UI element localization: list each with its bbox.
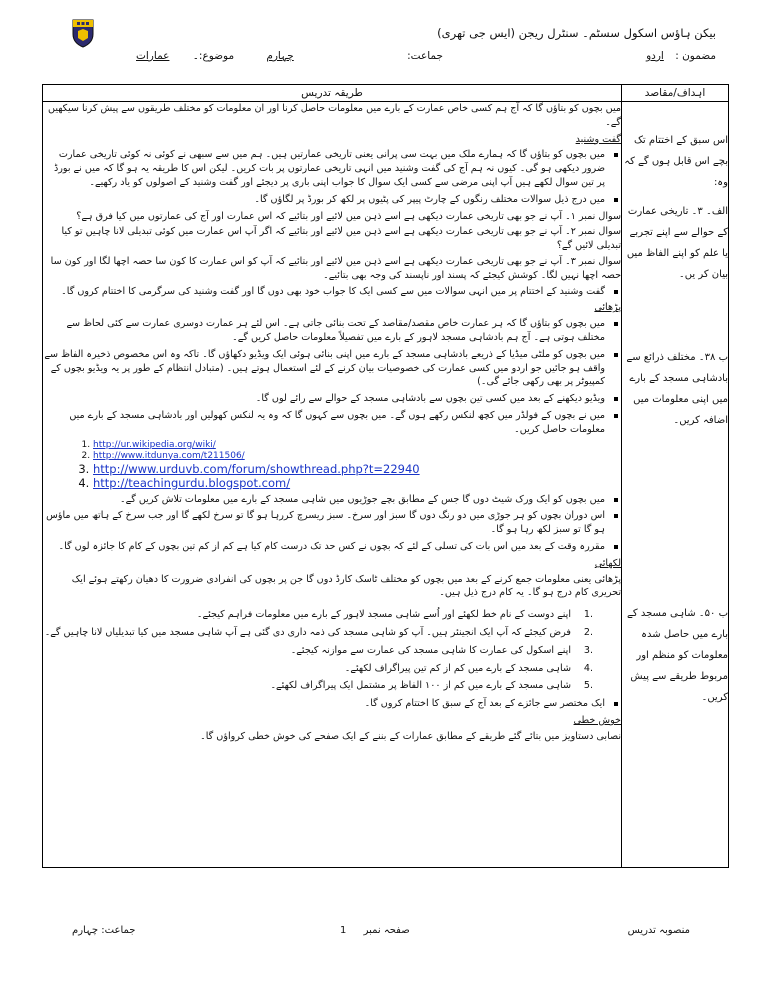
- heading-parhai: پڑھائی: [594, 302, 621, 314]
- objective-alif: الف۔ ۳۔ تاریخی عمارت کے حوالے سے اپنے تجربے یا علم کو اپنے الفاظ میں بیان کر یں۔: [626, 206, 728, 280]
- footer-plan-title: منصوبہ تدریس: [627, 925, 690, 936]
- list-item: میں بچوں کو بتاؤں گا کہ ہر عمارت خاص مقصد/مقاصد کے تحت بنائی جاتی ہے۔ اس لئے ہر عمارت دوسری عمارت سے کئی لحاظ سے مختلف ہوتی ہے۔ آج ہم بادشاہی مسجد لاہور کے بارے میں تفصیلاً معلومات حاصل کریں گے۔: [43, 317, 605, 345]
- list-item: میں بچوں کو ایک ورک شیٹ دوں گا جس کے مطابق بچے جوڑیوں میں شاہی مسجد کے بارے میں معلومات تلاش کریں گے۔: [43, 493, 605, 507]
- link-urduvb[interactable]: http://www.urduvb.com/forum/showthread.php?t=22940: [93, 461, 420, 476]
- subject-line: [646, 50, 716, 62]
- task-item: .2فرض کیجئے کہ آپ ایک انجینئر ہیں۔ آپ کو شاہی مسجد کی ذمہ داری دی گئی ہے آپ شاہی مسجد میں کیا تبدیلیاں لانا چاہیں گے۔: [44, 626, 593, 638]
- topic-value: عمارات: [136, 50, 170, 62]
- writing-intro: پڑھائی یعنی معلومات جمع کرنے کے بعد میں بچوں کو مختلف ٹاسک کارڈ دوں گا جن پر بچوں کی انفرادی ضرورت کا دھیان رکھتے ہوئے ایک تحریری کام درج ہو گا۔ یہ کام درج ذیل ہیں۔: [71, 573, 621, 599]
- list-item: میں بچوں کو بتاؤں گا کہ ہمارے ملک میں بہت سی پرانی یعنی تاریخی عمارتیں ہیں۔ ہم میں سے سبھی نے کوئی نہ کوئی تاریخی عمارت ضرور دیکھی ہو گی۔ کیوں نہ ہم آج کی گفت وشنید میں انہی تاریخی عمارتوں پر بات کریں۔ لیکن اس کا طریقہ یہ ہو گا کہ میں نے بورڈ پر تین سوال لکھے ہیں آپ اپنی مرضی سے کسی ایک سوال کا جواب اپنی باری پر دیجئے اور گفت وشنید کے اصولوں کو یاد رکھیے۔: [43, 148, 605, 189]
- tasks-list: [43, 608, 621, 693]
- page-value: 1: [340, 925, 347, 936]
- question-3: سوال نمبر ۳۔ آپ نے جو بھی تاریخی عمارت دیکھی ہے اسے ذہن میں لائیے اور بتائیے کہ آپ کو اس عمارت کا کون سا حصہ اچھا لگا اور کون سا حصہ اچھا نہیں لگا۔ کوشش کیجئے کہ پسند اور ناپسند کی وجہ بھی بتائیے۔: [50, 255, 621, 281]
- class-label: جماعت:: [407, 50, 443, 62]
- page-label: صفحہ نمبر: [363, 925, 410, 936]
- heading-khush-khati: خوش خطی: [573, 714, 621, 726]
- topic-label: موضوع:۔: [192, 50, 235, 62]
- link-itdunya[interactable]: http://www.itdunya.com/t211506/: [93, 450, 245, 461]
- list-item: میں درج ذیل سوالات مختلف رنگوں کے چارٹ پیپر کی پٹیوں پر لکھ کر بورڈ پر لگاؤں گا۔: [43, 193, 605, 207]
- list-item: میں نے بچوں کے فولڈر میں کچھ لنکس رکھے ہوں گے۔ میں بچوں سے کہوں گا کہ وہ یہ لنکس کھولیں اور بادشاہی مسجد کے بارے میں معلومات حاصل کریں۔: [43, 409, 605, 437]
- method-header: طریقہ تدریس: [43, 85, 622, 102]
- question-2: سوال نمبر ۲۔ آپ نے جو بھی تاریخی عمارت دیکھی ہے اسے ذہن میں لائیے اور بتائیے کہ اگر آپ اس عمارت میں کوئی تبدیلی لانا چاہیں تو کیا تبدیلی لائیں گے؟: [61, 226, 621, 252]
- footer-class: جماعت: چہارم: [72, 925, 136, 936]
- heading-likhai: لکھائی: [594, 557, 621, 569]
- list-item: ویڈیو دیکھنے کے بعد میں کسی تین بچوں سے بادشاہی مسجد کے حوالے سے رائے لوں گا۔: [43, 392, 605, 406]
- link-wikipedia[interactable]: http://ur.wikipedia.org/wiki/: [93, 439, 216, 450]
- objectives-cell: [622, 102, 729, 868]
- task-item: .4شاہی مسجد کے بارے میں کم از کم تین پیراگراف لکھئے۔: [344, 662, 593, 674]
- question-1: سوال نمبر ۱۔ آپ نے جو بھی تاریخی عمارت دیکھی ہے اسے ذہن میں لائیے اور بتائیے کہ اس عمارت اور آج کی عمارتوں میں کیا فرق ہے؟: [76, 210, 621, 222]
- task-item: .5شاہی مسجد کے بارے میں کم از ۱۰۰ الفاظ پر مشتمل ایک پیراگراف لکھئے۔: [270, 680, 593, 692]
- heading-guftugu: گفت وشنید: [575, 133, 621, 145]
- objectives-header: اہداف/مقاصد: [622, 85, 729, 102]
- list-item: مقررہ وقت کے بعد میں اس بات کی تسلی کے لئے کہ بچوں نے کس حد تک درست کام کیا ہے کم از کم تین بچوں کے کام کا جائزہ لوں گا۔: [43, 540, 605, 554]
- subject-value: اردو: [646, 50, 664, 62]
- calligraphy-text: نصابی دستاویز میں بتائے گئے طریقے کے مطابق عمارات کے بننے کے ایک صفحے کی خوش خطی کرواؤں گا۔: [200, 730, 621, 742]
- objective-intro: اس سبق کے اختتام تک بچے اس قابل ہوں گے کہ وہ:: [624, 135, 728, 188]
- task-item: .1اپنے دوست کے نام خط لکھئے اور اُسے شاہی مسجد لاہور کے بارے میں معلومات فراہم کیجئے۔: [196, 609, 593, 621]
- list-item: اس دوران بچوں کو ہر جوڑی میں دو رنگ دوں گا سبز اور سرخ۔ سبز ریسرچ کررہا ہو گا تو سرخ لکھے گا اور جب سرخ کے ہاتھ میں ماؤس ہو گا تو سبز لکھ رہا ہو گا۔: [43, 509, 605, 537]
- topic-line: [136, 50, 234, 62]
- method-cell: [43, 102, 622, 868]
- school-crest-logo: [70, 18, 96, 48]
- school-name: بیکن ہاؤس اسکول سسٹم۔ سنٹرل ریجن (ایس جی تھری): [437, 26, 716, 40]
- class-line: [266, 50, 443, 62]
- link-teachingurdu[interactable]: http://teachingurdu.blogspot.com/: [93, 475, 291, 490]
- lesson-plan-table: [42, 84, 729, 868]
- footer-page-number: [340, 925, 410, 936]
- subject-label: مضمون :: [675, 50, 716, 62]
- task-item: .3اپنے اسکول کی عمارت کا شاہی مسجد کی عمارت سے موازنہ کیجئے۔: [290, 644, 593, 656]
- method-intro: میں بچوں کو بتاؤں گا کہ آج ہم کسی خاص عمارت کے بارے میں معلومات حاصل کرنا اور ان معلومات کو مختلف طریقوں سے پیش کرنا سیکھیں گے۔: [48, 103, 621, 128]
- list-item: میں بچوں کو ملٹی میڈیا کے ذریعے بادشاہی مسجد کے بارے میں اپنی بنائی ہوئی ایک ویڈیو دکھاؤں گا۔ تاکہ وہ اس مخصوص ذخیرہ الفاظ سے واقف ہو جائیں جو اردو میں کسی عمارت کی خصوصیات بیان کرنے کے لئے استعمال ہوتے ہیں۔ (متبادل انتظام کے طور پر یہ ویڈیو بچوں کے کمپیوٹر پر بھی رکھی جائے گی۔): [44, 348, 605, 388]
- class-value: چہارم: [266, 50, 294, 62]
- list-item: گفت وشنید کے اختتام پر میں انہی سوالات میں سے کسی ایک کا جواب خود بھی دوں گا اور گفت وشنید کی سرگرمی کا اختتام کروں گا۔: [43, 285, 605, 299]
- links-list: [43, 440, 621, 490]
- list-item: ایک مختصر سے جائزے کے بعد آج کے سبق کا اختتام کروں گا۔: [43, 697, 605, 711]
- objective-bay-50: ب ۵۰۔ شاہی مسجد کے بارے میں حاصل شدہ معلومات کو منظم اور مربوط طریقے سے پیش کریں۔: [627, 608, 728, 703]
- objective-bay-38: ب ۳۸۔ مختلف ذرائع سے بادشاہی مسجد کے بارے میں اپنی معلومات میں اضافہ کریں۔: [626, 352, 728, 426]
